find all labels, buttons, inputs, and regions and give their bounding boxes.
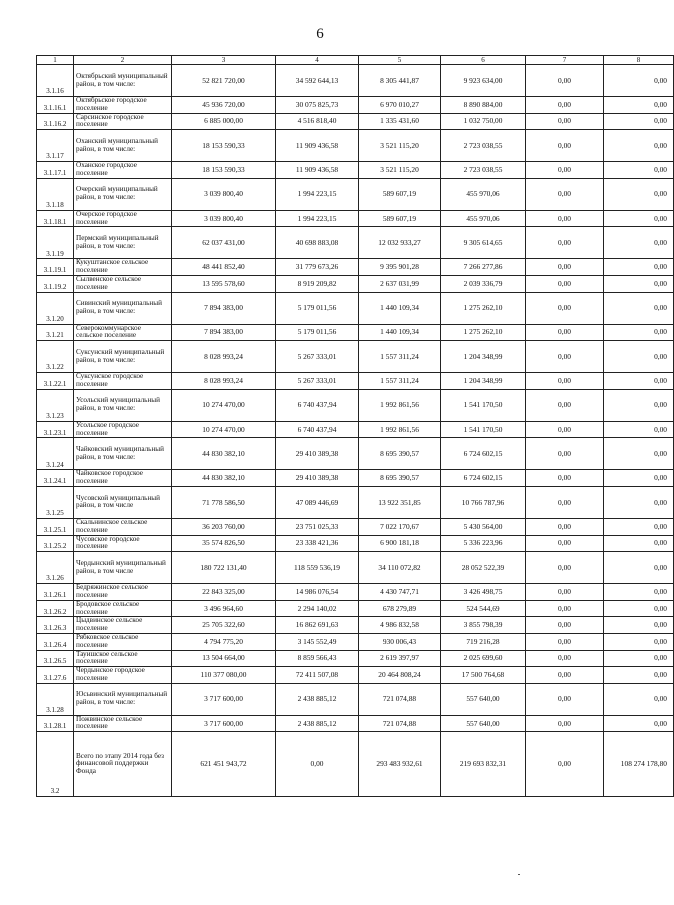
cell-col5: 13 922 351,85 bbox=[359, 486, 441, 518]
cell-col3: 18 153 590,33 bbox=[172, 130, 276, 162]
cell-col5: 1 992 861,56 bbox=[359, 389, 441, 421]
row-code: 3.1.26 bbox=[37, 552, 74, 584]
cell-col3: 3 496 964,60 bbox=[172, 600, 276, 617]
cell-col3: 3 717 600,00 bbox=[172, 715, 276, 732]
column-header: 8 bbox=[604, 56, 674, 65]
cell-col4: 4 516 818,40 bbox=[276, 113, 359, 130]
cell-col5: 7 022 170,67 bbox=[359, 518, 441, 535]
cell-col6: 6 724 602,15 bbox=[441, 470, 526, 487]
cell-col5: 589 607,19 bbox=[359, 210, 441, 227]
cell-col3: 48 441 852,40 bbox=[172, 259, 276, 276]
cell-col4: 5 179 011,56 bbox=[276, 292, 359, 324]
row-name: Чайковский муниципальный район, в том числе: bbox=[74, 438, 172, 470]
cell-col5: 4 430 747,71 bbox=[359, 584, 441, 601]
cell-col4: 6 740 437,94 bbox=[276, 389, 359, 421]
cell-col5: 12 032 933,27 bbox=[359, 227, 441, 259]
cell-col5: 1 557 311,24 bbox=[359, 341, 441, 373]
row-code: 3.1.27.6 bbox=[37, 667, 74, 684]
table-row bbox=[37, 421, 674, 438]
cell-col7: 0,00 bbox=[526, 341, 604, 373]
cell-col8: 0,00 bbox=[604, 292, 674, 324]
cell-col8: 0,00 bbox=[604, 389, 674, 421]
cell-col3: 8 028 993,24 bbox=[172, 341, 276, 373]
cell-col8: 0,00 bbox=[604, 667, 674, 684]
table-row bbox=[37, 341, 674, 373]
row-code: 3.1.21 bbox=[37, 324, 74, 341]
cell-col5: 1 992 861,56 bbox=[359, 421, 441, 438]
cell-col5: 8 305 441,87 bbox=[359, 65, 441, 97]
cell-col4: 34 592 644,13 bbox=[276, 65, 359, 97]
cell-col5: 1 557 311,24 bbox=[359, 373, 441, 390]
cell-col3: 45 936 720,00 bbox=[172, 97, 276, 114]
cell-col6: 1 032 750,00 bbox=[441, 113, 526, 130]
table-row bbox=[37, 438, 674, 470]
row-code: 3.1.18 bbox=[37, 178, 74, 210]
cell-col5: 1 440 109,34 bbox=[359, 292, 441, 324]
row-name: Октябрьский муниципальный район, в том числе: bbox=[74, 65, 172, 97]
cell-col8: 0,00 bbox=[604, 210, 674, 227]
cell-col3: 44 830 382,10 bbox=[172, 438, 276, 470]
cell-col6: 6 724 602,15 bbox=[441, 438, 526, 470]
cell-col6: 524 544,69 bbox=[441, 600, 526, 617]
table-row bbox=[37, 667, 674, 684]
cell-col8: 0,00 bbox=[604, 373, 674, 390]
cell-col4: 8 859 566,43 bbox=[276, 650, 359, 667]
row-name: Цыдвинское сельское поселение bbox=[74, 617, 172, 634]
cell-col5: 3 521 115,20 bbox=[359, 130, 441, 162]
row-name: Чусовской муниципальный район, в том числе bbox=[74, 486, 172, 518]
row-name: Пермский муниципальный район, в том числе: bbox=[74, 227, 172, 259]
cell-col3: 36 203 760,00 bbox=[172, 518, 276, 535]
row-name: Чердынский муниципальный район, в том числе bbox=[74, 552, 172, 584]
cell-col6: 2 039 336,79 bbox=[441, 275, 526, 292]
cell-col8: 0,00 bbox=[604, 438, 674, 470]
row-name: Оханское городское поселение bbox=[74, 162, 172, 179]
cell-col8: 0,00 bbox=[604, 97, 674, 114]
cell-col4: 29 410 389,38 bbox=[276, 470, 359, 487]
row-name: Сарсинское городское поселение bbox=[74, 113, 172, 130]
cell-col5: 20 464 808,24 bbox=[359, 667, 441, 684]
cell-col7: 0,00 bbox=[526, 130, 604, 162]
table-row bbox=[37, 178, 674, 210]
row-name: Пожвинское сельское поселение bbox=[74, 715, 172, 732]
table-row bbox=[37, 389, 674, 421]
cell-col8: 0,00 bbox=[604, 470, 674, 487]
column-header: 3 bbox=[172, 56, 276, 65]
table-row bbox=[37, 97, 674, 114]
cell-col6: 1 204 348,99 bbox=[441, 373, 526, 390]
row-code: 3.1.24 bbox=[37, 438, 74, 470]
row-code: 3.1.18.1 bbox=[37, 210, 74, 227]
cell-col7: 0,00 bbox=[526, 683, 604, 715]
cell-col5: 721 074,88 bbox=[359, 683, 441, 715]
row-code: 3.1.25.2 bbox=[37, 535, 74, 552]
cell-col4: 5 267 333,01 bbox=[276, 341, 359, 373]
cell-col4: 16 862 691,63 bbox=[276, 617, 359, 634]
cell-col8: 0,00 bbox=[604, 535, 674, 552]
column-header: 4 bbox=[276, 56, 359, 65]
cell-col4: 14 986 076,54 bbox=[276, 584, 359, 601]
cell-col5: 8 695 390,57 bbox=[359, 470, 441, 487]
row-code: 3.1.23 bbox=[37, 389, 74, 421]
cell-col3: 8 028 993,24 bbox=[172, 373, 276, 390]
row-name: Чердынское городское поселение bbox=[74, 667, 172, 684]
cell-col3: 62 037 431,00 bbox=[172, 227, 276, 259]
cell-col6: 1 541 170,50 bbox=[441, 389, 526, 421]
cell-col6: 455 970,06 bbox=[441, 178, 526, 210]
cell-col7: 0,00 bbox=[526, 470, 604, 487]
cell-col5: 1 440 109,34 bbox=[359, 324, 441, 341]
cell-col5: 3 521 115,20 bbox=[359, 162, 441, 179]
cell-col7: 0,00 bbox=[526, 162, 604, 179]
cell-col6: 557 640,00 bbox=[441, 683, 526, 715]
table-row bbox=[37, 600, 674, 617]
cell-col3: 6 885 000,00 bbox=[172, 113, 276, 130]
row-code: 3.1.26.4 bbox=[37, 633, 74, 650]
cell-col7: 0,00 bbox=[526, 421, 604, 438]
cell-col4: 8 919 209,82 bbox=[276, 275, 359, 292]
cell-col6: 28 052 522,39 bbox=[441, 552, 526, 584]
cell-col3: 4 794 775,20 bbox=[172, 633, 276, 650]
table-row bbox=[37, 732, 674, 797]
cell-col3: 71 778 586,50 bbox=[172, 486, 276, 518]
cell-col3: 35 574 826,50 bbox=[172, 535, 276, 552]
row-name: Усольский муниципальный район, в том числе: bbox=[74, 389, 172, 421]
cell-col8: 0,00 bbox=[604, 486, 674, 518]
cell-col6: 5 336 223,96 bbox=[441, 535, 526, 552]
row-name: Сылвенское сельское поселение bbox=[74, 275, 172, 292]
table-row bbox=[37, 650, 674, 667]
cell-col5: 678 279,89 bbox=[359, 600, 441, 617]
cell-col7: 0,00 bbox=[526, 486, 604, 518]
cell-col6: 7 266 277,86 bbox=[441, 259, 526, 276]
row-code: 3.1.26.3 bbox=[37, 617, 74, 634]
cell-col4: 40 698 883,08 bbox=[276, 227, 359, 259]
scan-mark bbox=[518, 874, 520, 875]
cell-col4: 118 559 536,19 bbox=[276, 552, 359, 584]
table-row bbox=[37, 210, 674, 227]
cell-col3: 3 717 600,00 bbox=[172, 683, 276, 715]
cell-col7: 0,00 bbox=[526, 324, 604, 341]
cell-col4: 3 145 552,49 bbox=[276, 633, 359, 650]
row-name: Усольское городское поселение bbox=[74, 421, 172, 438]
row-code: 3.1.19.1 bbox=[37, 259, 74, 276]
cell-col8: 0,00 bbox=[604, 715, 674, 732]
cell-col3: 52 821 720,00 bbox=[172, 65, 276, 97]
cell-col4: 11 909 436,58 bbox=[276, 162, 359, 179]
cell-col6: 455 970,06 bbox=[441, 210, 526, 227]
header-row bbox=[37, 56, 674, 65]
cell-col5: 6 900 181,18 bbox=[359, 535, 441, 552]
cell-col7: 0,00 bbox=[526, 373, 604, 390]
table-row bbox=[37, 130, 674, 162]
cell-col7: 0,00 bbox=[526, 715, 604, 732]
row-name: Рябковское сельское поселение bbox=[74, 633, 172, 650]
cell-col3: 180 722 131,40 bbox=[172, 552, 276, 584]
cell-col8: 0,00 bbox=[604, 421, 674, 438]
cell-col6: 3 426 498,75 bbox=[441, 584, 526, 601]
row-name: Суксунское городское поселение bbox=[74, 373, 172, 390]
cell-col7: 0,00 bbox=[526, 97, 604, 114]
row-name: Октябрьское городское поселение bbox=[74, 97, 172, 114]
cell-col4: 5 267 333,01 bbox=[276, 373, 359, 390]
table-row bbox=[37, 324, 674, 341]
row-code: 3.1.24.1 bbox=[37, 470, 74, 487]
cell-col4: 6 740 437,94 bbox=[276, 421, 359, 438]
cell-col4: 30 075 825,73 bbox=[276, 97, 359, 114]
cell-col4: 2 294 140,02 bbox=[276, 600, 359, 617]
column-header: 1 bbox=[37, 56, 74, 65]
cell-col6: 1 275 262,10 bbox=[441, 324, 526, 341]
cell-col3: 13 595 578,60 bbox=[172, 275, 276, 292]
cell-col3: 22 843 325,00 bbox=[172, 584, 276, 601]
cell-col5: 6 970 010,27 bbox=[359, 97, 441, 114]
row-code: 3.1.19.2 bbox=[37, 275, 74, 292]
row-name: Тауишское сельское поселение bbox=[74, 650, 172, 667]
cell-col8: 0,00 bbox=[604, 162, 674, 179]
table-row bbox=[37, 683, 674, 715]
row-name: Юсьвинский муниципальный район, в том числе: bbox=[74, 683, 172, 715]
row-code: 3.1.17 bbox=[37, 130, 74, 162]
row-name: Очерский муниципальный район, в том числе: bbox=[74, 178, 172, 210]
cell-col5: 4 986 832,58 bbox=[359, 617, 441, 634]
row-name: Кукуштанское сельское поселение bbox=[74, 259, 172, 276]
cell-col6: 8 890 884,00 bbox=[441, 97, 526, 114]
table-row bbox=[37, 373, 674, 390]
cell-col7: 0,00 bbox=[526, 259, 604, 276]
cell-col8: 0,00 bbox=[604, 178, 674, 210]
row-code: 3.1.16.1 bbox=[37, 97, 74, 114]
row-name: Бедряжинское сельское поселение bbox=[74, 584, 172, 601]
cell-col5: 293 483 932,61 bbox=[359, 732, 441, 797]
cell-col5: 2 637 031,99 bbox=[359, 275, 441, 292]
funding-table bbox=[36, 55, 674, 797]
cell-col8: 0,00 bbox=[604, 584, 674, 601]
cell-col7: 0,00 bbox=[526, 732, 604, 797]
cell-col3: 25 705 322,60 bbox=[172, 617, 276, 634]
cell-col6: 557 640,00 bbox=[441, 715, 526, 732]
cell-col8: 0,00 bbox=[604, 552, 674, 584]
cell-col6: 1 204 348,99 bbox=[441, 341, 526, 373]
row-name: Суксунский муниципальный район, в том числе: bbox=[74, 341, 172, 373]
cell-col8: 0,00 bbox=[604, 683, 674, 715]
cell-col7: 0,00 bbox=[526, 633, 604, 650]
row-code: 3.2 bbox=[37, 732, 74, 797]
cell-col6: 719 216,28 bbox=[441, 633, 526, 650]
row-code: 3.1.28.1 bbox=[37, 715, 74, 732]
cell-col6: 2 723 038,55 bbox=[441, 130, 526, 162]
table-row bbox=[37, 486, 674, 518]
cell-col3: 10 274 470,00 bbox=[172, 421, 276, 438]
row-name: Скальнинское сельское поселение bbox=[74, 518, 172, 535]
cell-col6: 9 305 614,65 bbox=[441, 227, 526, 259]
column-header: 6 bbox=[441, 56, 526, 65]
cell-col8: 0,00 bbox=[604, 113, 674, 130]
cell-col4: 23 751 025,33 bbox=[276, 518, 359, 535]
cell-col7: 0,00 bbox=[526, 584, 604, 601]
cell-col4: 47 089 446,69 bbox=[276, 486, 359, 518]
cell-col6: 219 693 832,31 bbox=[441, 732, 526, 797]
cell-col3: 7 894 383,00 bbox=[172, 292, 276, 324]
cell-col8: 0,00 bbox=[604, 518, 674, 535]
table-row bbox=[37, 65, 674, 97]
table-row bbox=[37, 552, 674, 584]
cell-col4: 23 338 421,36 bbox=[276, 535, 359, 552]
table-row bbox=[37, 617, 674, 634]
row-code: 3.1.26.2 bbox=[37, 600, 74, 617]
cell-col5: 34 110 072,82 bbox=[359, 552, 441, 584]
cell-col8: 0,00 bbox=[604, 65, 674, 97]
cell-col6: 5 430 564,00 bbox=[441, 518, 526, 535]
cell-col8: 0,00 bbox=[604, 324, 674, 341]
row-code: 3.1.20 bbox=[37, 292, 74, 324]
cell-col7: 0,00 bbox=[526, 227, 604, 259]
row-code: 3.1.22.1 bbox=[37, 373, 74, 390]
table-row bbox=[37, 470, 674, 487]
cell-col6: 17 500 764,68 bbox=[441, 667, 526, 684]
cell-col8: 0,00 bbox=[604, 259, 674, 276]
cell-col4: 5 179 011,56 bbox=[276, 324, 359, 341]
cell-col8: 0,00 bbox=[604, 130, 674, 162]
cell-col3: 44 830 382,10 bbox=[172, 470, 276, 487]
row-name: Всего по этапу 2014 года без финансовой поддержки Фонда bbox=[74, 732, 172, 797]
cell-col8: 0,00 bbox=[604, 341, 674, 373]
cell-col7: 0,00 bbox=[526, 617, 604, 634]
cell-col8: 0,00 bbox=[604, 650, 674, 667]
row-name: Чайковское городское поселение bbox=[74, 470, 172, 487]
cell-col4: 29 410 389,38 bbox=[276, 438, 359, 470]
cell-col4: 1 994 223,15 bbox=[276, 210, 359, 227]
column-header: 2 bbox=[74, 56, 172, 65]
row-name: Оханский муниципальный район, в том числе: bbox=[74, 130, 172, 162]
cell-col6: 3 855 798,39 bbox=[441, 617, 526, 634]
table-row bbox=[37, 113, 674, 130]
cell-col7: 0,00 bbox=[526, 667, 604, 684]
cell-col3: 621 451 943,72 bbox=[172, 732, 276, 797]
cell-col6: 1 275 262,10 bbox=[441, 292, 526, 324]
row-name: Бродовское сельское поселение bbox=[74, 600, 172, 617]
cell-col3: 13 504 664,00 bbox=[172, 650, 276, 667]
cell-col4: 2 438 885,12 bbox=[276, 715, 359, 732]
cell-col6: 9 923 634,00 bbox=[441, 65, 526, 97]
cell-col5: 9 395 901,28 bbox=[359, 259, 441, 276]
cell-col3: 18 153 590,33 bbox=[172, 162, 276, 179]
cell-col5: 589 607,19 bbox=[359, 178, 441, 210]
cell-col3: 10 274 470,00 bbox=[172, 389, 276, 421]
row-code: 3.1.17.1 bbox=[37, 162, 74, 179]
row-code: 3.1.23.1 bbox=[37, 421, 74, 438]
table-row bbox=[37, 518, 674, 535]
cell-col7: 0,00 bbox=[526, 552, 604, 584]
cell-col8: 0,00 bbox=[604, 633, 674, 650]
cell-col4: 11 909 436,58 bbox=[276, 130, 359, 162]
cell-col4: 1 994 223,15 bbox=[276, 178, 359, 210]
cell-col4: 72 411 507,08 bbox=[276, 667, 359, 684]
table-row bbox=[37, 584, 674, 601]
row-name: Очерское городское поселение bbox=[74, 210, 172, 227]
cell-col3: 7 894 383,00 bbox=[172, 324, 276, 341]
table-row bbox=[37, 227, 674, 259]
row-code: 3.1.22 bbox=[37, 341, 74, 373]
cell-col8: 0,00 bbox=[604, 227, 674, 259]
cell-col4: 31 779 673,26 bbox=[276, 259, 359, 276]
cell-col3: 3 039 800,40 bbox=[172, 178, 276, 210]
cell-col4: 2 438 885,12 bbox=[276, 683, 359, 715]
table-row bbox=[37, 275, 674, 292]
row-name: Сивинский муниципальный район, в том числе: bbox=[74, 292, 172, 324]
table-row bbox=[37, 292, 674, 324]
cell-col6: 1 541 170,50 bbox=[441, 421, 526, 438]
cell-col7: 0,00 bbox=[526, 535, 604, 552]
column-header: 7 bbox=[526, 56, 604, 65]
cell-col5: 8 695 390,57 bbox=[359, 438, 441, 470]
table-row bbox=[37, 535, 674, 552]
cell-col4: 0,00 bbox=[276, 732, 359, 797]
column-header: 5 bbox=[359, 56, 441, 65]
row-code: 3.1.16 bbox=[37, 65, 74, 97]
cell-col7: 0,00 bbox=[526, 210, 604, 227]
row-name: Чусовское городское поселение bbox=[74, 535, 172, 552]
cell-col7: 0,00 bbox=[526, 600, 604, 617]
page-number: 6 bbox=[316, 26, 324, 42]
row-code: 3.1.25.1 bbox=[37, 518, 74, 535]
cell-col5: 721 074,88 bbox=[359, 715, 441, 732]
cell-col8: 0,00 bbox=[604, 275, 674, 292]
row-code: 3.1.26.5 bbox=[37, 650, 74, 667]
row-code: 3.1.25 bbox=[37, 486, 74, 518]
cell-col7: 0,00 bbox=[526, 275, 604, 292]
cell-col7: 0,00 bbox=[526, 113, 604, 130]
row-name: Северокоммунарское сельское поселение bbox=[74, 324, 172, 341]
cell-col6: 10 766 787,96 bbox=[441, 486, 526, 518]
row-code: 3.1.26.1 bbox=[37, 584, 74, 601]
cell-col5: 1 335 431,60 bbox=[359, 113, 441, 130]
cell-col7: 0,00 bbox=[526, 438, 604, 470]
cell-col7: 0,00 bbox=[526, 389, 604, 421]
cell-col8: 0,00 bbox=[604, 600, 674, 617]
cell-col7: 0,00 bbox=[526, 178, 604, 210]
table-row bbox=[37, 162, 674, 179]
cell-col6: 2 723 038,55 bbox=[441, 162, 526, 179]
table-row bbox=[37, 259, 674, 276]
cell-col7: 0,00 bbox=[526, 650, 604, 667]
cell-col7: 0,00 bbox=[526, 518, 604, 535]
row-code: 3.1.16.2 bbox=[37, 113, 74, 130]
cell-col5: 930 006,43 bbox=[359, 633, 441, 650]
cell-col8: 0,00 bbox=[604, 617, 674, 634]
table-row bbox=[37, 633, 674, 650]
cell-col5: 2 619 397,97 bbox=[359, 650, 441, 667]
cell-col8: 108 274 178,80 bbox=[604, 732, 674, 797]
cell-col7: 0,00 bbox=[526, 292, 604, 324]
table-row bbox=[37, 715, 674, 732]
cell-col3: 3 039 800,40 bbox=[172, 210, 276, 227]
row-code: 3.1.28 bbox=[37, 683, 74, 715]
row-code: 3.1.19 bbox=[37, 227, 74, 259]
cell-col3: 110 377 080,00 bbox=[172, 667, 276, 684]
cell-col7: 0,00 bbox=[526, 65, 604, 97]
cell-col6: 2 025 699,60 bbox=[441, 650, 526, 667]
